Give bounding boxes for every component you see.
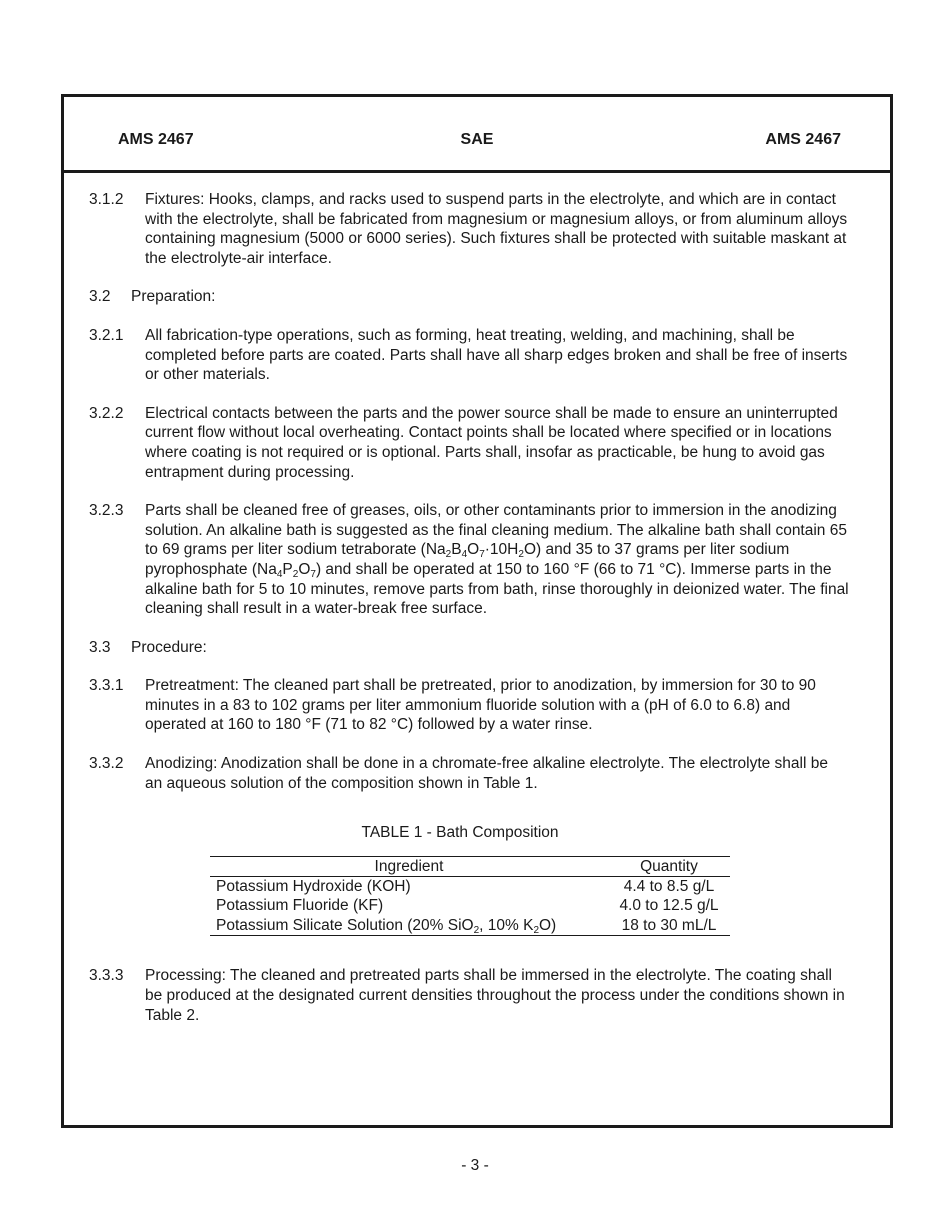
quantity-cell: 4.4 to 8.5 g/L <box>623 877 715 895</box>
section-number: 3.3.3 <box>89 967 124 985</box>
section-3-2 <box>89 287 849 307</box>
section-3-3-2 <box>89 754 849 793</box>
section-text: Parts shall be cleaned free of greases, oils, or other contaminants prior to immersion in the anodizing solution. An alkaline bath is suggested as the final cleaning medium. The alkaline bath shall contain 65 to 69 grams per liter sodium tetraborate $(Na_2B_4O_7\cdot 10H_2O)$ and 35 to 37 grams per liter sodium pyrophosphate $(Na_4P_2O_7)$ and shall be operated at 150 to 160 °F (66 to 71 °C). Immerse parts in the alkaline bath for 5 to 10 minutes, remove parts from bath, rinse thoroughly in deionized water. The final cleaning shall result in a water-break free surface. <box>145 502 849 618</box>
page-header <box>64 97 890 173</box>
ingredient-cell: Potassium Hydroxide (KOH) <box>216 877 411 895</box>
section-text: Electrical contacts between the parts and the power source shall be made to ensure an uninterrupted current flow without local overheating. Contact points shall be located where specified or in locations where coating is not required or is optional. Parts shall, insofar as practicable, be hung to avoid gas entrapment during processing. <box>145 404 838 481</box>
ingredient-cell: Potassium Silicate Solution (20% SiO$_2$, 10% $K_2O$) <box>210 916 608 936</box>
section-text: All fabrication-type operations, such as forming, heat treating, welding, and machining, shall be completed before parts are coated. Parts shall have all sharp edges broken and shall be free of inserts or other materials. <box>145 326 848 384</box>
section-number: 3.2.3 <box>89 502 124 520</box>
section-number: 3.3.2 <box>89 755 124 773</box>
section-text: Processing: The cleaned and pretreated parts shall be immersed in the electrolyte. The coating shall be produced at the designated current densities throughout the process under the conditions shown in Table 2. <box>145 967 845 1024</box>
section-heading: Procedure: <box>131 638 207 656</box>
document-body <box>89 190 849 1044</box>
section-number: 3.3.1 <box>89 677 124 695</box>
section-3-3-3 <box>89 966 849 1025</box>
section-3-3-1 <box>89 676 849 735</box>
section-3-2-2 <box>89 404 849 482</box>
header-doc-id-left: AMS 2467 <box>118 131 194 148</box>
section-number: 3.2.1 <box>89 326 124 344</box>
section-3-3 <box>89 638 849 658</box>
section-text: Fixtures: Hooks, clamps, and racks used to suspend parts in the electrolyte, and which are in contact with the electrolyte, shall be fabricated from magnesium or magnesium alloys, or from aluminum alloys containing magnesium (5000 or 6000 series). Such fixtures shall be protected with suitable maskant at the electrolyte-air interface. <box>145 191 848 267</box>
header-doc-id-right: AMS 2467 <box>765 131 841 148</box>
section-heading: Preparation: <box>131 288 216 306</box>
section-3-2-3 <box>89 501 849 619</box>
section-3-1-2 <box>89 190 849 268</box>
table-row <box>210 916 730 936</box>
table-row <box>210 896 730 916</box>
ingredient-cell: Potassium Fluoride (KF) <box>216 897 384 915</box>
column-header-ingredient: Ingredient <box>210 856 608 876</box>
header-org: SAE <box>460 131 494 148</box>
bath-composition-table <box>210 856 730 937</box>
section-3-2-1 <box>89 326 849 385</box>
section-number: 3.2 <box>89 288 111 306</box>
page-number: - 3 - <box>461 1157 489 1174</box>
column-header-quantity: Quantity <box>608 856 730 876</box>
table-title: TABLE 1 - Bath Composition <box>361 824 559 842</box>
table-header-row <box>210 856 730 876</box>
section-number: 3.1.2 <box>89 191 124 208</box>
section-text: Anodizing: Anodization shall be done in a chromate-free alkaline electrolyte. The electrolyte shall be an aqueous solution of the composition shown in Table 1. <box>145 755 828 792</box>
table-row <box>210 876 730 896</box>
quantity-cell: 4.0 to 12.5 g/L <box>619 897 719 915</box>
quantity-cell: 18 to 30 mL/L <box>608 916 730 936</box>
section-number: 3.2.2 <box>89 404 124 422</box>
section-number: 3.3 <box>89 638 111 656</box>
section-text: Pretreatment: The cleaned part shall be pretreated, prior to anodization, by immersion for 30 to 90 minutes in a 83 to 102 grams per liter ammonium fluoride solution with a (pH of 6.0 to 6.8) and operated at 160 to 180 °F (71 to 82 °C) followed by a water rinse. <box>145 677 816 734</box>
